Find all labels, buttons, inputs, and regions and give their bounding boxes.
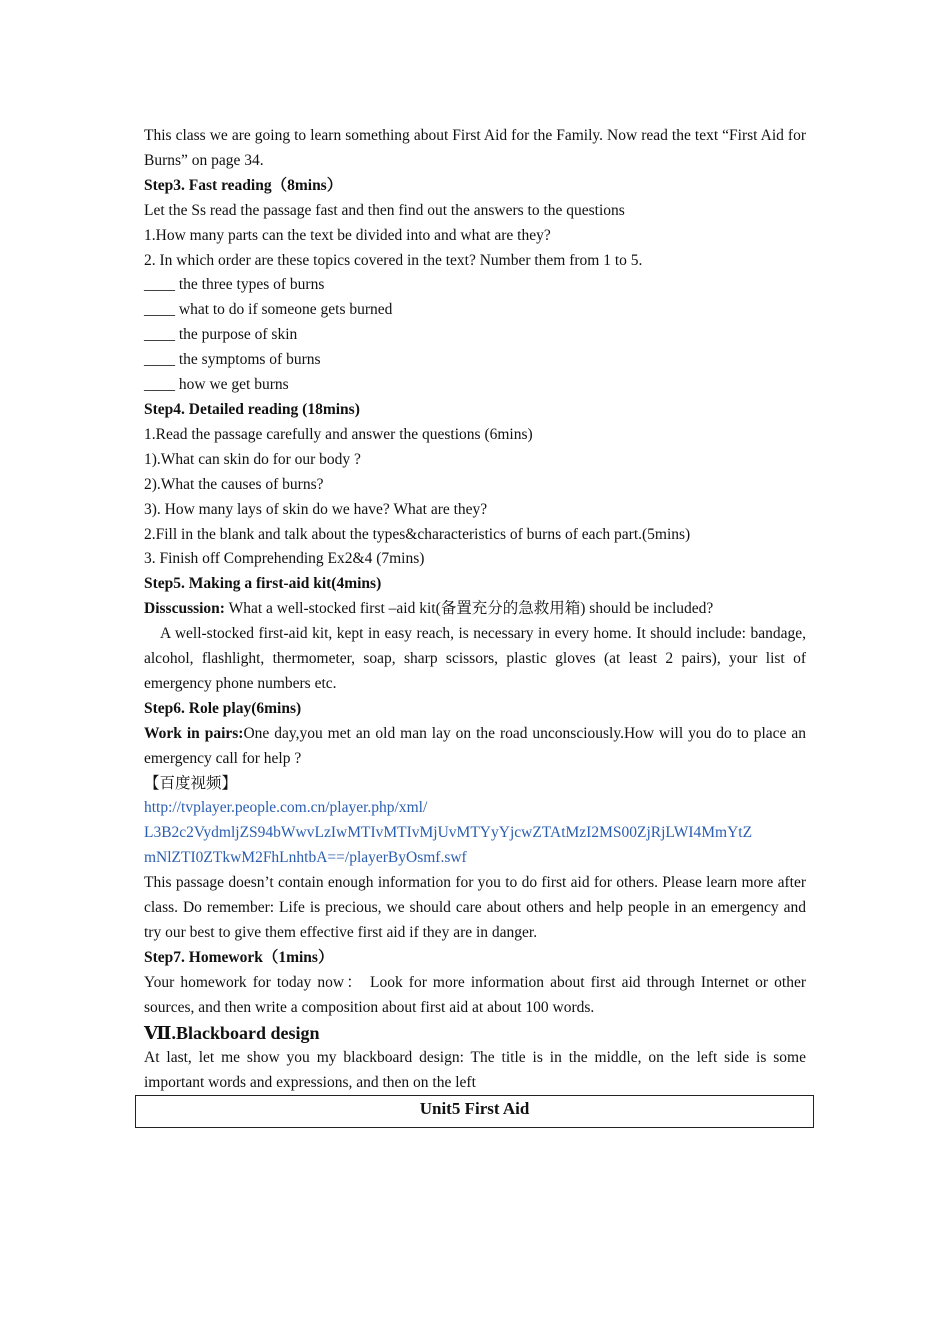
step4-heading: Step4. Detailed reading (18mins): [144, 400, 360, 418]
homework-paragraph: Your homework for today now： Look for more information about first aid through Internet or other sources, and then write a composition about first aid at about 100 words.: [144, 973, 806, 1016]
topic-item: ____ how we get burns: [144, 376, 289, 394]
step4-line: 1.Read the passage carefully and answer the questions (6mins): [144, 425, 533, 443]
step4-line: 2.Fill in the blank and talk about the types&characteristics of burns of each part.(5mins): [144, 525, 691, 543]
discussion-label: Disscussion:: [144, 600, 225, 618]
pairs-paragraph: [144, 722, 806, 772]
topic-item: ____ what to do if someone gets burned: [144, 301, 393, 319]
step4-line: 3). How many lays of skin do we have? What are they?: [144, 500, 488, 518]
blackboard-design-heading: Ⅶ.Blackboard design: [144, 1022, 320, 1043]
blackboard-table: [135, 1095, 814, 1128]
step3-question-1: 1.How many parts can the text be divided into and what are they?: [144, 226, 551, 244]
topic-item: ____ the three types of burns: [144, 276, 325, 294]
blackboard-title: Unit5 First Aid: [419, 1099, 530, 1118]
step4-line: 2).What the causes of burns?: [144, 475, 324, 493]
blackboard-design-paragraph: At last, let me show you my blackboard design: The title is in the middle, on the left side is some important words and expressions, and then on the left: [144, 1048, 806, 1091]
video-link-line[interactable]: http://tvplayer.people.com.cn/player.php/xml/: [144, 799, 428, 817]
step7-heading: Step7. Homework（1mins）: [144, 948, 334, 966]
pairs-label: Work in pairs:: [144, 724, 244, 742]
step6-paragraph: This passage doesn’t contain enough information for you to do first aid for others. Please learn more after class. Do remember: Life is precious, we should care about others and help people in an emergency and try our best to give them effective first aid if they are in danger.: [144, 874, 806, 941]
video-link-line[interactable]: L3B2c2VydmljZS94bWwvLzIwMTIvMTIvMjUvMTYyYjcwZTAtMzI2MS00ZjRjLWI4MmYtZ: [144, 824, 753, 842]
pairs-text: One day,you met an old man lay on the road unconsciously.How will you do to place an emergency call for help ?: [144, 724, 806, 767]
first-aid-kit-paragraph: A well-stocked first-aid kit, kept in easy reach, is necessary in every home. It should include: bandage, alcohol, flashlight, thermometer, soap, sharp scissors, plastic gloves (at least 2 pairs), your list of emergency phone numbers etc.: [144, 625, 806, 692]
step4-line: 1).What can skin do for our body ?: [144, 450, 361, 468]
video-link-line[interactable]: mNlZTI0ZTkwM2FhLnhtbA==/playerByOsmf.swf: [144, 849, 467, 867]
step4-line: 3. Finish off Comprehending Ex2&4 (7mins): [144, 550, 425, 568]
step5-heading: Step5. Making a first-aid kit(4mins): [144, 575, 382, 593]
lesson-plan-body: [144, 124, 806, 1095]
step6-heading: Step6. Role play(6mins): [144, 699, 302, 717]
step3-instruction: Let the Ss read the passage fast and then find out the answers to the questions: [144, 201, 625, 219]
discussion-line: [144, 597, 806, 622]
step3-question-2: 2. In which order are these topics covered in the text? Number them from 1 to 5.: [144, 251, 643, 269]
intro-paragraph: This class we are going to learn something about First Aid for the Family. Now read the text “First Aid for Burns” on page 34.: [144, 127, 806, 169]
step3-heading: Step3. Fast reading（8mins）: [144, 176, 343, 194]
topic-item: ____ the symptoms of burns: [144, 351, 321, 369]
video-label: 【百度视频】: [144, 774, 238, 792]
topic-item: ____ the purpose of skin: [144, 326, 298, 344]
discussion-text: What a well-stocked first –aid kit(备置充分的急救用箱) should be included?: [224, 600, 714, 618]
